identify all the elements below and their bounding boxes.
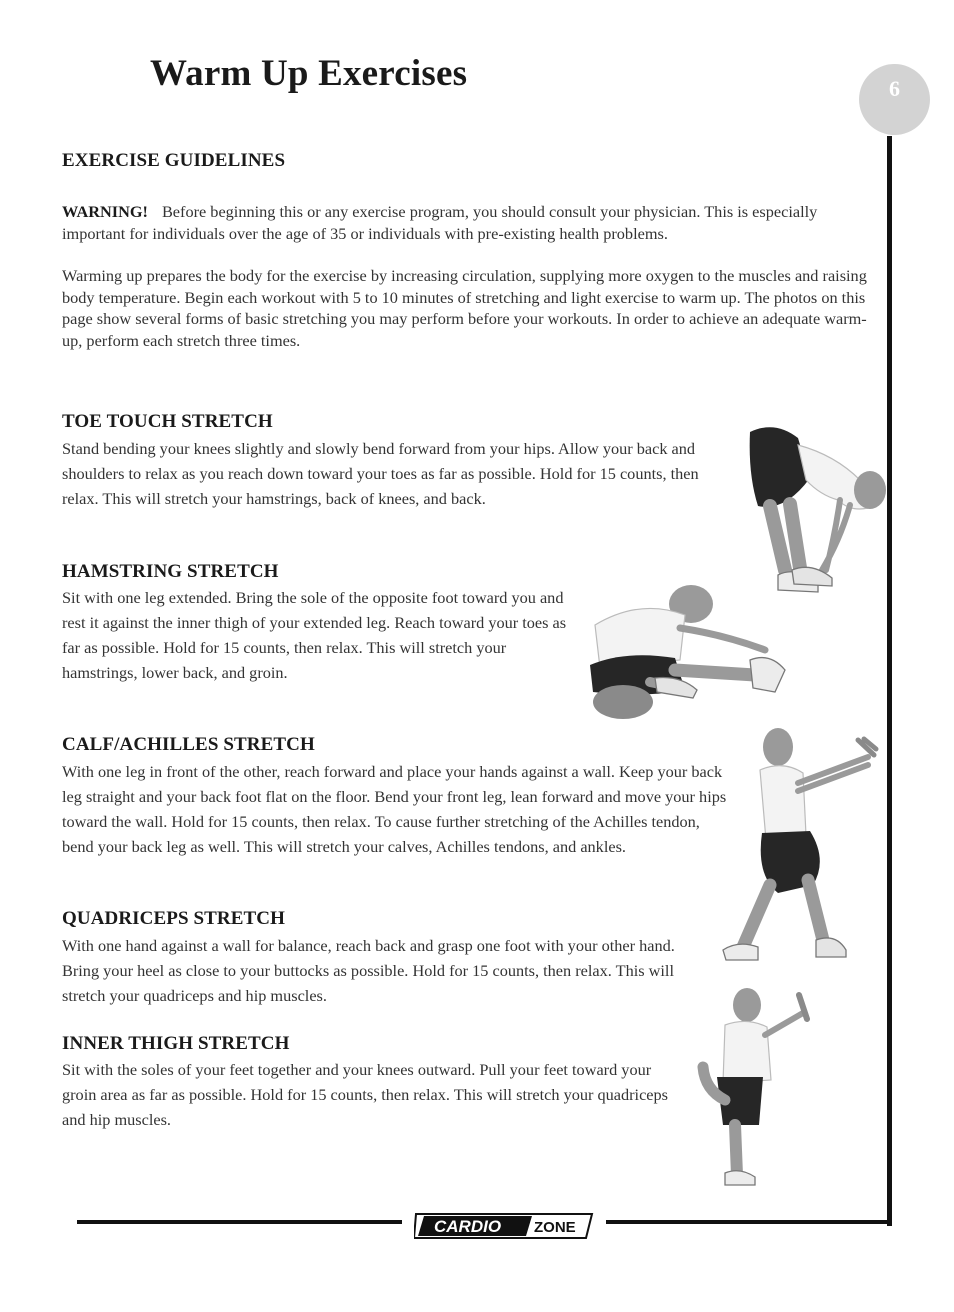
inner-thigh-text: Sit with the soles of your feet together and your knees outward. Pull your feet toward your groin area as far as possible. Hold for 15 counts, then relax. This will stretch your quadriceps and hip muscles. <box>62 1060 669 1129</box>
toe-touch-text: Stand bending your knees slightly and slowly bend forward from your hips. Allow your back and shoulders to relax as you reach down toward your toes as far as possible. Hold for 15 counts, then relax. This will stretch your hamstrings, back of knees, and back. <box>62 439 699 508</box>
right-border-line <box>887 136 892 1226</box>
hamstring-stretch-photo <box>585 580 795 720</box>
quadriceps-text: With one hand against a wall for balance, reach back and grasp one foot with your other hand. Bring your heel as close to your buttocks as possible. Hold for 15 counts, then relax. This will stretch your quadriceps and hip muscles. <box>62 936 675 1005</box>
cardiozone-logo <box>414 1212 594 1240</box>
calf-achilles-text: With one leg in front of the other, reach forward and place your hands against a wall. Keep your back leg straight and your back foot flat on the floor. Bend your front leg, lean forward and move your hips toward the wall. Hold for 15 counts, then relax. To cause further stretching of the Achilles tendon, bend your back leg as well. This will stretch your calves, Achilles tendons, and ankles. <box>62 762 727 856</box>
warning-text: Before beginning this or any exercise program, you should consult your physician. This is especially important for individuals over the age of 35 or individuals with pre-existing health problems. <box>62 202 818 243</box>
page-title: Warm Up Exercises <box>150 53 468 94</box>
page-number-badge <box>859 64 930 135</box>
warning-paragraph <box>62 201 882 244</box>
logo-word-cardio: CARDIO <box>434 1217 502 1236</box>
guidelines-heading: EXERCISE GUIDELINES <box>62 150 286 171</box>
warmup-intro: Warming up prepares the body for the exercise by increasing circulation, supplying more oxygen to the muscles and raising body temperature. Begin each workout with 5 to 10 minutes of stretching and light exercise to warm up. The photos on this page show several forms of basic stretching you may perform before your workouts. In order to achieve an adequate warm-up, perform each stretch three times. <box>62 266 867 350</box>
footer-rule-right <box>606 1220 892 1224</box>
calf-achilles-stretch-photo <box>718 725 883 970</box>
hamstring-text: Sit with one leg extended. Bring the sole of the opposite foot toward you and rest it against the inner thigh of your extended leg. Reach toward your toes as far as possible. Hold for 15 counts, then relax. This will stretch your hamstrings, lower back, and groin. <box>62 588 567 682</box>
logo-word-zone: ZONE <box>534 1219 576 1236</box>
calf-achilles-heading: CALF/ACHILLES STRETCH <box>62 734 315 755</box>
warning-label: WARNING! <box>62 202 148 221</box>
footer-rule-left <box>77 1220 402 1224</box>
quadriceps-heading: QUADRICEPS STRETCH <box>62 908 285 929</box>
inner-thigh-heading: INNER THIGH STRETCH <box>62 1033 290 1054</box>
quadriceps-stretch-photo <box>695 985 830 1190</box>
toe-touch-photo <box>740 420 890 600</box>
page-number: 6 <box>889 76 900 101</box>
hamstring-heading: HAMSTRING STRETCH <box>62 561 279 582</box>
toe-touch-heading: TOE TOUCH STRETCH <box>62 411 273 432</box>
